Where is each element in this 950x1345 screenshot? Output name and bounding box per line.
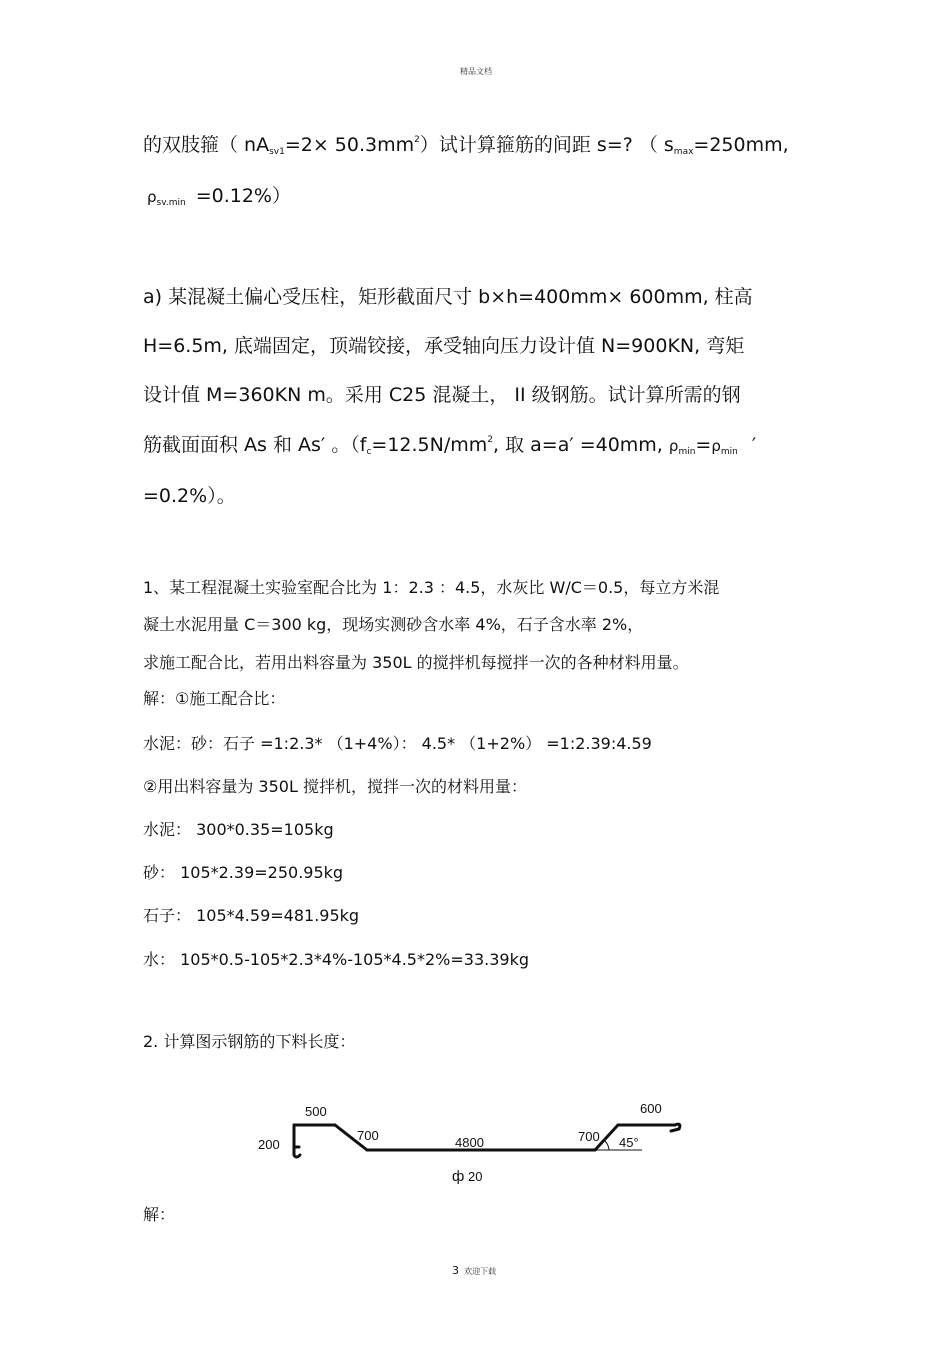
superscript: 2 xyxy=(487,435,494,445)
text-fragment: =12.5N/mm xyxy=(371,434,488,456)
rho-symbol: ρ xyxy=(147,188,157,206)
problem-a-line-3: 设计值 M=360KN m。采用 C25 混凝土， II 级钢筋。试计算所需的钢 xyxy=(143,384,741,406)
label-4800: 4800 xyxy=(455,1135,484,1150)
mix-ratio-line: 水泥：砂：石子 =1:2.3* （1+4%）： 4.5* （1+2%） =1:2.39:4.59 xyxy=(143,734,652,753)
problem-a-line-1: a) 某混凝土偏心受压柱，矩形截面尺寸 b×h=400mm× 600mm, 柱高 xyxy=(143,286,753,308)
text-fragment: ）试计算箍筋的间距 s=? （ s xyxy=(419,134,674,156)
rho-symbol: ρ xyxy=(711,437,721,455)
problem-a-line-5: =0.2%）。 xyxy=(143,485,236,507)
problem-a-line-2: H=6.5m, 底端固定，顶端铰接，承受轴向压力设计值 N=900KN, 弯矩 xyxy=(143,335,745,357)
page-number: 3 xyxy=(452,1264,459,1277)
water-line: 水： 105*0.5-105*2.3*4%-105*4.5*2%=33.39kg xyxy=(143,950,529,969)
text-fragment: =0.12%） xyxy=(195,185,291,207)
rho-symbol: ρ xyxy=(668,437,679,455)
cement-line: 水泥： 300*0.35=105kg xyxy=(143,820,334,839)
label-500: 500 xyxy=(305,1104,327,1119)
problem-1-line-3: 求施工配合比，若用出料容量为 350L 的搅拌机每搅拌一次的各种材料用量。 xyxy=(143,653,689,672)
subscript: sv1 xyxy=(269,147,285,157)
text-fragment: , 取 a=a′ =40mm, xyxy=(493,434,663,456)
problem-top-line-1 xyxy=(143,130,789,157)
text-fragment: =250mm, xyxy=(693,134,789,156)
sand-line: 砂： 105*2.39=250.95kg xyxy=(143,863,344,882)
superscript: 2 xyxy=(414,135,420,145)
problem-1-line-2: 凝土水泥用量 C＝300 kg，现场实测砂含水率 4%，石子含水率 2%， xyxy=(143,615,644,634)
text-fragment: 筋截面面积 As 和 As′ 。（f xyxy=(143,434,367,456)
text-fragment: =2× 50.3mm xyxy=(284,134,415,156)
solution-label: 解：①施工配合比： xyxy=(143,689,286,708)
subscript: c xyxy=(366,447,372,457)
problem-2-answer-label: 解： xyxy=(143,1205,176,1224)
prime-mark: ′ xyxy=(751,434,757,456)
subscript: sv.min xyxy=(156,198,186,208)
diameter-symbol-icon: ф xyxy=(452,1168,465,1185)
diameter-value: 20 xyxy=(467,1169,483,1184)
left-hook xyxy=(294,1147,300,1157)
subscript: max xyxy=(673,147,694,157)
problem-a-line-4 xyxy=(143,430,756,457)
label-700-left: 700 xyxy=(357,1128,379,1143)
text-fragment: 的双肢箍（ nA xyxy=(143,134,270,156)
mixer-usage-line: ②用出料容量为 350L 搅拌机，搅拌一次的材料用量： xyxy=(143,777,527,796)
footer-text: 欢迎下载 xyxy=(464,1267,497,1276)
label-600: 600 xyxy=(640,1101,662,1116)
subscript: min xyxy=(720,447,738,457)
equals-sign: = xyxy=(695,434,712,456)
bar-diameter-label xyxy=(452,1168,482,1185)
label-700-right: 700 xyxy=(578,1129,600,1144)
label-angle-45: 45° xyxy=(619,1135,639,1150)
stone-line: 石子： 105*4.59=481.95kg xyxy=(143,906,360,925)
problem-2-title: 2. 计算图示钢筋的下料长度： xyxy=(143,1032,356,1051)
subscript: min xyxy=(678,447,696,457)
problem-top-line-2 xyxy=(147,181,291,208)
label-200: 200 xyxy=(258,1137,280,1152)
page-header-title: 精品文档 xyxy=(460,67,492,76)
page-footer xyxy=(452,1259,496,1278)
problem-1-line-1: 1、某工程混凝土实验室配合比为 1：2.3 ：4.5，水灰比 W/C＝0.5，每立方米混 xyxy=(143,578,720,597)
